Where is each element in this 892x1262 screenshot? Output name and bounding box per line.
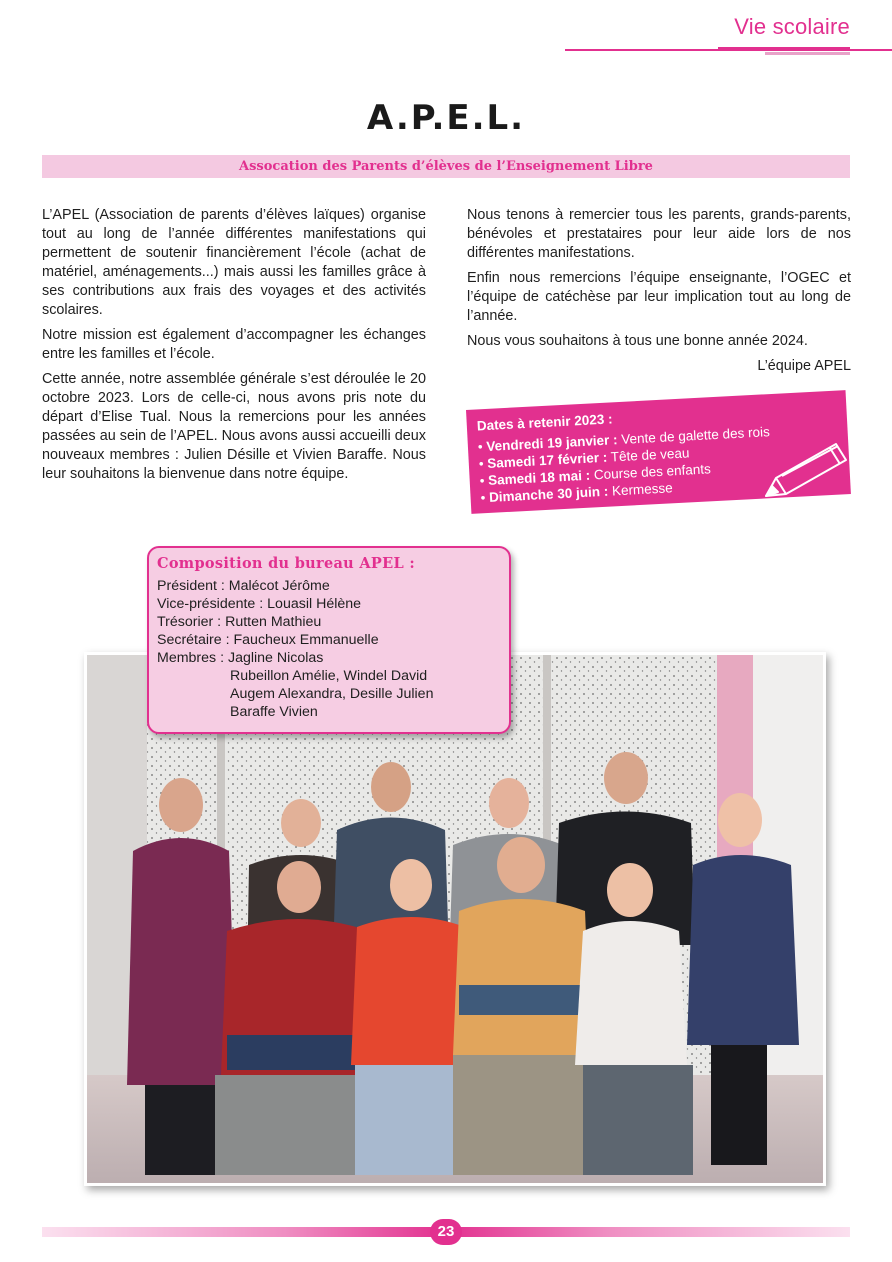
subtitle-band: Assocation des Parents d’élèves de l’Enseignement Libre [42, 155, 850, 178]
bureau-row-members [157, 649, 501, 667]
member-name: Faucheux Emmanuelle [233, 632, 379, 648]
header-tab-bar [765, 52, 850, 55]
date-item: • Samedi 17 février : Tête de veau [478, 445, 690, 472]
date-event: Kermesse [611, 480, 674, 499]
bureau-row-members-cont: Augem Alexandra, Desille Julien [230, 686, 434, 702]
header-accent-bar [718, 47, 850, 51]
date-label: Samedi 17 février : [486, 449, 608, 471]
bureau-box [147, 546, 511, 734]
member-name: Jagline Nicolas [227, 650, 324, 666]
bureau-row-members-cont: Rubeillon Amélie, Windel David [230, 668, 428, 684]
role-label: Secrétaire : [157, 632, 230, 648]
date-label: Dimanche 30 juin : [488, 483, 609, 505]
paragraph: Nous vous souhaitons à tous une bonne année 2024. [467, 333, 808, 349]
role-label: Vice-présidente : [157, 596, 264, 612]
section-label: Vie scolaire [734, 14, 850, 39]
page-number: 23 [430, 1219, 462, 1245]
role-label: Membres : [157, 650, 225, 666]
member-name: Louasil Hélène [267, 596, 362, 612]
bureau-row-vice-president [157, 595, 501, 613]
date-event: Vente de galette des rois [620, 424, 771, 447]
member-name: Malécot Jérôme [228, 578, 330, 594]
member-name: Rutten Mathieu [225, 614, 322, 630]
dates-title: Dates à retenir 2023 : [476, 411, 613, 434]
role-label: Président : [157, 578, 225, 594]
left-column [42, 206, 426, 490]
signature: L’équipe APEL [757, 358, 851, 374]
date-item: • Samedi 18 mai : Course des enfants [479, 461, 712, 489]
group-photo-image [87, 655, 823, 1183]
paragraph: Nous tenons à remercier tous les parents, grands-parents, bénévoles et prestataires pour leur aide lors de nos différentes manifestations. [467, 207, 851, 261]
paragraph: Enfin nous remercions l’équipe enseignante, l’OGEC et l’équipe de catéchèse par leur implication tout au long de l’année. [467, 270, 851, 324]
paragraph: L’APEL (Association de parents d’élèves laïques) organise tout au long de l’année différentes manifestations qui permettent de soutenir financièrement l’école (achat de matériel, aménagements...) mais aussi les familles grâce à ses contributions aux frais des voyages et des activités scolaires. [42, 207, 426, 318]
bureau-row-treasurer [157, 613, 501, 631]
date-event: Tête de veau [610, 445, 690, 465]
bureau-row-secretary [157, 631, 501, 649]
bureau-row-president [157, 577, 501, 595]
paragraph: Cette année, notre assemblée générale s’est déroulée le 20 octobre 2023. Lors de celle-ci, nous avons pris note du départ d’Elise Tual. Nous la remercions pour les années passées au sein de l’APEL. Nous avons aussi accueilli deux nouveaux membres : Julien Désille et Vivien Baraffe. Nous leur souhaitons la bienvenue dans notre équipe. [42, 371, 426, 482]
date-event: Course des enfants [593, 461, 712, 483]
bureau-row-members-cont: Baraffe Vivien [230, 704, 318, 720]
role-label: Trésorier : [157, 614, 222, 630]
date-label: Samedi 18 mai : [487, 467, 591, 488]
date-label: Vendredi 19 janvier : [486, 432, 618, 454]
bureau-title: Composition du bureau APEL : [157, 555, 415, 572]
pencil-icon [758, 432, 856, 504]
paragraph: Notre mission est également d’accompagner les échanges entre les familles et l’école. [42, 327, 426, 362]
date-item: • Vendredi 19 janvier : Vente de galette des rois [477, 424, 771, 455]
page-title: A.P.E.L. [366, 98, 526, 138]
date-item: • Dimanche 30 juin : Kermesse [480, 480, 674, 506]
right-column [467, 206, 851, 382]
